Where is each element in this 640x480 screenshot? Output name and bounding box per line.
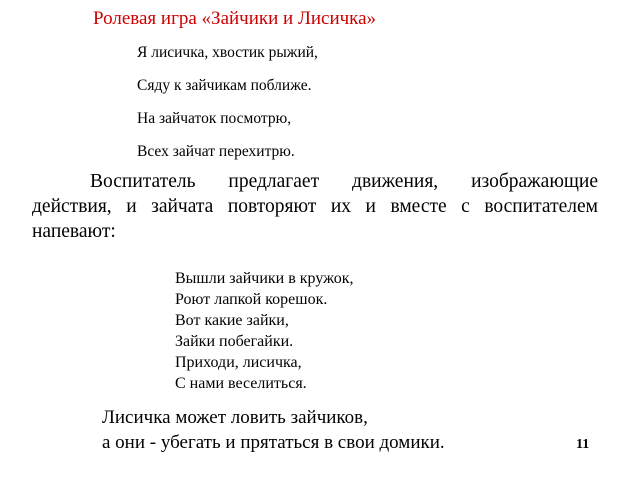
poem-line: Вышли зайчики в кружок,	[175, 270, 354, 287]
instruction-paragraph: Воспитатель предлагает движения, изображающие действия, и зайчата повторяют их и вместе с воспитателем напевают:	[32, 171, 598, 242]
closing-line: Лисичка может ловить зайчиков,	[102, 407, 368, 428]
poem-line: Приходи, лисичка,	[175, 354, 302, 371]
poem-line: С нами веселиться.	[175, 375, 307, 392]
closing-text	[102, 405, 445, 455]
fox-poem	[137, 44, 318, 176]
page-number: 11	[576, 437, 590, 452]
poem-line: Вот какие зайки,	[175, 312, 289, 329]
poem-line: На зайчаток посмотрю,	[137, 110, 292, 127]
poem-line: Всех зайчат перехитрю.	[137, 143, 295, 160]
poem-line: Роют лапкой корешок.	[175, 291, 328, 308]
closing-line: а они - убегать и прятаться в свои домики.	[102, 432, 445, 453]
slide-title: Ролевая игра «Зайчики и Лисичка»	[93, 8, 377, 29]
poem-line: Зайки побегайки.	[175, 333, 294, 350]
poem-line: Я лисичка, хвостик рыжий,	[137, 44, 318, 61]
poem-line: Сяду к зайчикам поближе.	[137, 77, 312, 94]
bunnies-poem	[175, 268, 354, 394]
